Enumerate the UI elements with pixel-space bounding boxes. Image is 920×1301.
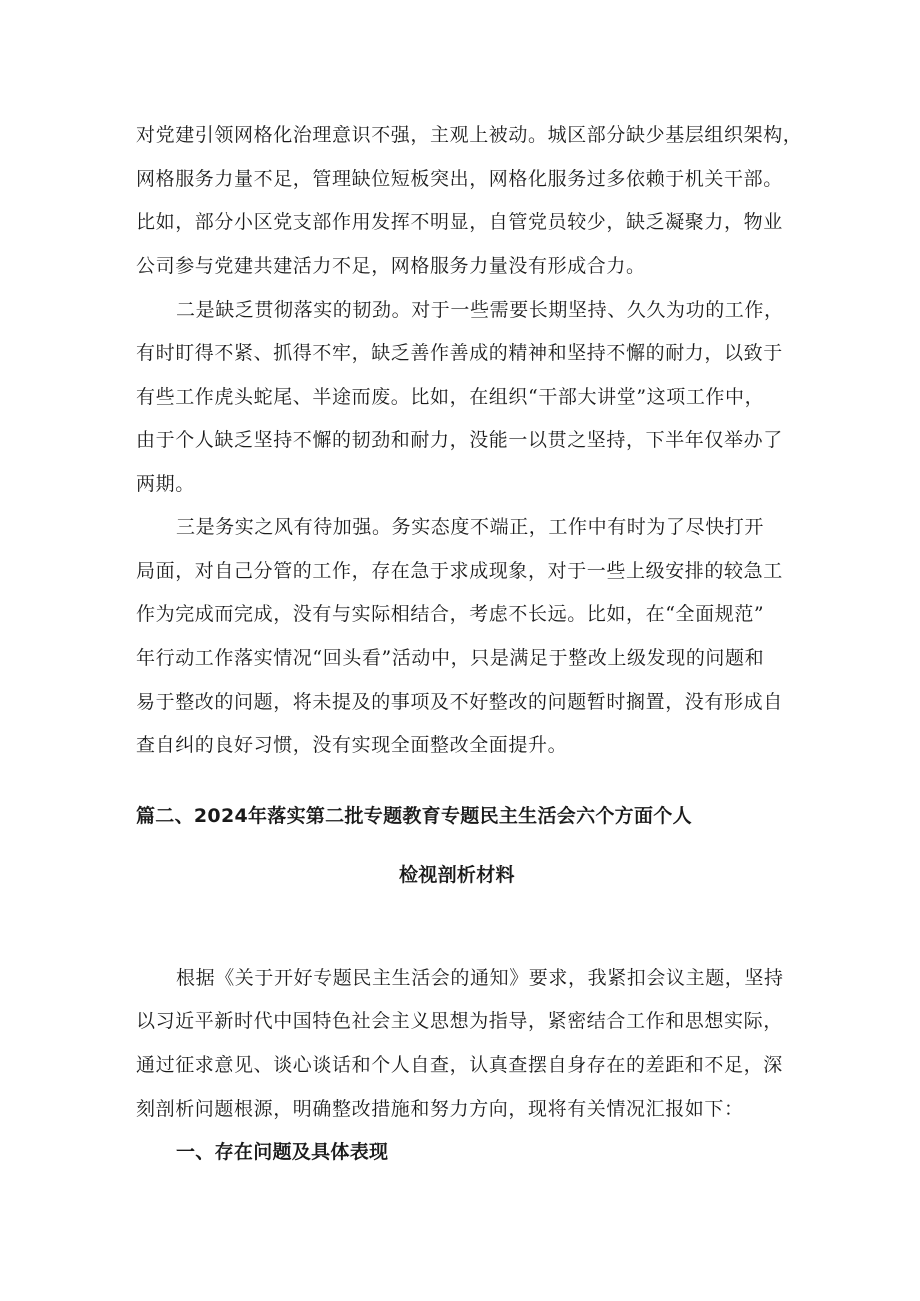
paragraph-line: 由于个人缺乏坚持不懈的韧劲和耐力，没能一以贯之坚持，下半年仅举办了	[136, 429, 783, 451]
paragraph-line: 局面，对自己分管的工作，存在急于求成现象，对于一些上级安排的较急工	[136, 560, 783, 582]
paragraph-line: 查自纠的良好习惯，没有实现全面整改全面提升。	[136, 734, 568, 756]
paragraph-line: 网格服务力量不足，管理缺位短板突出，网格化服务过多依赖于机关干部。	[136, 168, 783, 190]
paragraph-line: 三是务实之风有待加强。务实态度不端正，工作中有时为了尽快打开	[176, 516, 765, 538]
paragraph-line: 比如，部分小区党支部作用发挥不明显，自管党员较少，缺乏凝聚力，物业	[136, 211, 783, 233]
paragraph-line: 易于整改的问题，将未提及的事项及不好整改的问题暂时搁置，没有形成自	[136, 691, 783, 713]
paragraph-line: 根据《关于开好专题民主生活会的通知》要求，我紧扣会议主题，坚持	[176, 967, 784, 989]
paragraph-line: 二是缺乏贯彻落实的韧劲。对于一些需要长期坚持、久久为功的工作，	[176, 299, 784, 321]
subheading: 一、存在问题及具体表现	[176, 1141, 389, 1163]
paragraph-line: 有时盯得不紧、抓得不牢，缺乏善作善成的精神和坚持不懈的耐力，以致于	[136, 342, 783, 364]
paragraph-line: 刻剖析问题根源，明确整改措施和努力方向，现将有关情况汇报如下：	[136, 1098, 744, 1120]
paragraph-line: 两期。	[136, 473, 195, 495]
paragraph-line: 通过征求意见、谈心谈话和个人自查，认真查摆自身存在的差距和不足，深	[136, 1054, 783, 1076]
section-title-line-1: 篇二、2024年落实第二批专题教育专题民主生活会六个方面个人	[136, 805, 692, 827]
paragraph-line: 有些工作虎头蛇尾、半途而废。比如，在组织“干部大讲堂”这项工作中，	[136, 386, 765, 408]
paragraph-line: 作为完成而完成，没有与实际相结合，考虑不长远。比如，在“全面规范”	[136, 603, 765, 625]
paragraph-line: 以习近平新时代中国特色社会主义思想为指导，紧密结合工作和思想实际，	[136, 1010, 783, 1032]
paragraph-line: 对党建引领网格化治理意识不强，主观上被动。城区部分缺少基层组织架构，	[136, 124, 803, 146]
paragraph-line: 年行动工作落实情况“回头看”活动中，只是满足于整改上级发现的问题和	[136, 647, 765, 669]
paragraph-line: 公司参与党建共建活力不足，网格服务力量没有形成合力。	[136, 255, 646, 277]
section-title-line-2: 检视剖析材料	[399, 864, 515, 886]
